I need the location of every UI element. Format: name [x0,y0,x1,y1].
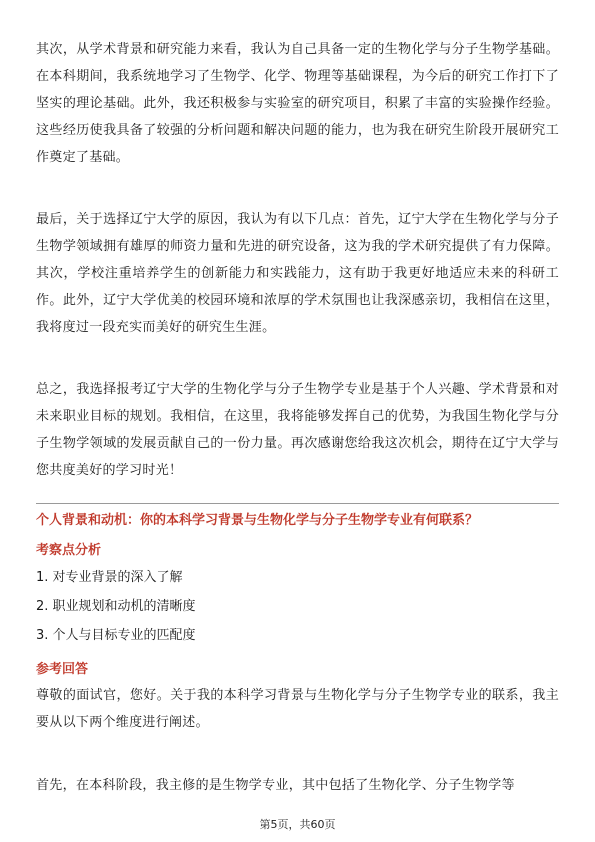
answer-paragraph-first-point: 首先，在本科阶段，我主修的是生物学专业，其中包括了生物化学、分子生物学等 [36,778,515,793]
answer-heading: 参考回答 [36,662,89,677]
paragraph-academic-background: 其次，从学术背景和研究能力来看，我认为自己具备一定的生物化学与分子生物学基础。在本科期间，我系统地学习了生物学、化学、物理等基础课程，为今后的研究工作打下了坚实的理论基础。此外，我还积极参与实验室的研究项目，积累了丰富的实验操作经验。这些经历使我具备了较强的分析问题和解决问题的能力，也为我在研究生阶段开展研究工作奠定了基础。 [36,42,559,165]
interview-question: 个人背景和动机：你的本科学习背景与生物化学与分子生物学专业有何联系？ [36,513,479,528]
analysis-list [36,563,559,650]
list-item: 1. 对专业背景的深入了解 [36,570,183,585]
list-item: 2. 职业规划和动机的清晰度 [36,599,196,614]
answer-paragraph-intro: 尊敬的面试官，您好。关于我的本科学习背景与生物化学与分子生物学专业的联系，我主要从以下两个维度进行阐述。 [36,688,559,730]
analysis-heading: 考察点分析 [36,543,102,558]
section-divider [36,503,559,504]
paragraph-university-reasons: 最后，关于选择辽宁大学的原因，我认为有以下几点：首先，辽宁大学在生物化学与分子生物学领域拥有雄厚的师资力量和先进的研究设备，这为我的学术研究提供了有力保障。其次，学校注重培养学生的创新能力和实践能力，这有助于我更好地适应未来的科研工作。此外，辽宁大学优美的校园环境和浓厚的学术氛围也让我深感亲切，我相信在这里，我将度过一段充实而美好的研究生生涯。 [36,212,559,335]
paragraph-conclusion: 总之，我选择报考辽宁大学的生物化学与分子生物学专业是基于个人兴趣、学术背景和对未来职业目标的规划。我相信，在这里，我将能够发挥自己的优势，为我国生物化学与分子生物学领域的发展贡献自己的一份力量。再次感谢您给我这次机会，期待在辽宁大学与您共度美好的学习时光！ [36,382,559,478]
list-item: 3. 个人与目标专业的匹配度 [36,628,196,643]
page-number-footer: 第5页，共60页 [259,818,336,831]
